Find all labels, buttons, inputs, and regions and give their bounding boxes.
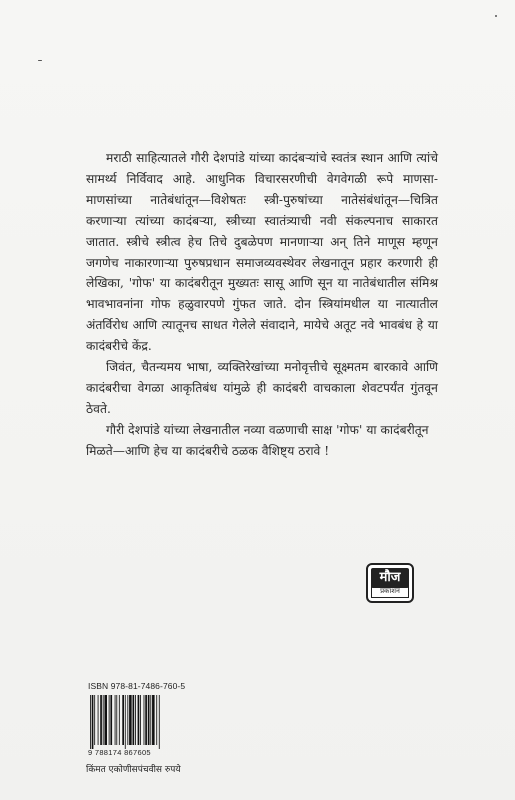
barcode-bar xyxy=(94,695,95,745)
barcode-bar xyxy=(144,695,145,745)
barcode-block xyxy=(88,680,188,764)
publisher-logo-top: मौज xyxy=(371,568,409,588)
barcode-bar xyxy=(98,695,99,745)
paper-speck xyxy=(38,60,42,61)
barcode-bar xyxy=(103,695,104,745)
barcode-bar xyxy=(152,695,155,745)
barcode-bar xyxy=(119,695,120,745)
blurb-paragraph-3: गौरी देशपांडे यांच्या लेखनातील नव्या वळणाची साक्ष 'गोफ' या कादंबरीतून मिळते—आणि हेच या कादंबरीचे ठळक वैशिष्ट्य ठरावे ! xyxy=(86,422,429,458)
barcode-number: 9 788174 867605 xyxy=(88,748,151,757)
barcode-bar xyxy=(100,695,102,745)
blurb-paragraph-2: जिवंत, चैतन्यमय भाषा, व्यक्तिरेखांच्या मनोवृत्तीचे सूक्ष्मतम बारकावे आणि कादंबरीचा वेगळा आकृतिबंध यांमुळे ही कादंबरी वाचकाला शेवटपर्यंत गुंतवून ठेवते. xyxy=(86,360,438,416)
barcode-bar xyxy=(127,695,128,745)
barcode-bar xyxy=(116,695,117,745)
publisher-logo-icon xyxy=(366,563,414,603)
barcode-icon xyxy=(88,695,186,749)
barcode-bar xyxy=(140,695,141,745)
barcode-bar xyxy=(129,695,132,745)
barcode-bar xyxy=(122,695,124,745)
barcode-bar xyxy=(90,695,91,749)
isbn-label: ISBN 978-81-7486-760-5 xyxy=(88,681,186,691)
barcode-bar xyxy=(150,695,151,745)
barcode-bar xyxy=(148,695,150,745)
barcode-bar xyxy=(104,695,107,745)
barcode-bar xyxy=(135,695,136,745)
barcode-bar xyxy=(145,695,147,745)
barcode-bar xyxy=(138,695,140,745)
blurb-paragraph-1: मराठी साहित्यातले गौरी देशपांडे यांच्या कादंबऱ्यांचे स्वतंत्र स्थान आणि त्यांचे सामर्थ्य निर्विवाद आहे. आधुनिक विचारसरणीची वेगवेगळी रूपे माणसा-माणसांच्या नातेबंधांतून—विशेषतः स्त्री-पुरुषांच्या नातेसंबंधांतून—चित्रित करणाऱ्या त्यांच्या कादंबऱ्या, स्त्रीच्या स्वातंत्र्याची नवी संकल्पनाच साकारत जातात. स्त्रीचे स्त्रीत्व हेच तिचे दुबळेपण मानणाऱ्या अन् तिने माणूस म्हणून जगणेच नाकारणाऱ्या पुरुषप्रधान समाजव्यवस्थेवर लेखनातून प्रहार करणारी ही लेखिका, 'गोफ' या कादंबरीतून मुख्यतः सासू आणि सून या नातेबंधातील संमिश्र भावभावनांना गोफ हळुवारपणे गुंफत जाते. दोन स्त्रियांमधील या नात्यातील अंतर्विरोध आणि त्यातूनच साधत गेलेले संवादाने, मायेचे अतूट नवे भावबंध हे या कादंबरीचे केंद्र. xyxy=(86,151,438,354)
barcode-bar xyxy=(156,695,157,745)
barcode-bar xyxy=(109,695,110,745)
blurb-text xyxy=(86,148,438,462)
barcode-bar xyxy=(92,695,94,749)
barcode-bar xyxy=(125,695,126,749)
barcode-bar xyxy=(133,695,135,745)
price-label: किंमत एकोणीसपंचवीस रुपये xyxy=(86,765,181,775)
barcode-bar xyxy=(115,695,116,745)
barcode-bar xyxy=(159,695,160,749)
barcode-bar xyxy=(110,695,112,745)
publisher-logo-bottom: प्रकाशन xyxy=(371,586,409,598)
paper-speck xyxy=(495,15,497,17)
